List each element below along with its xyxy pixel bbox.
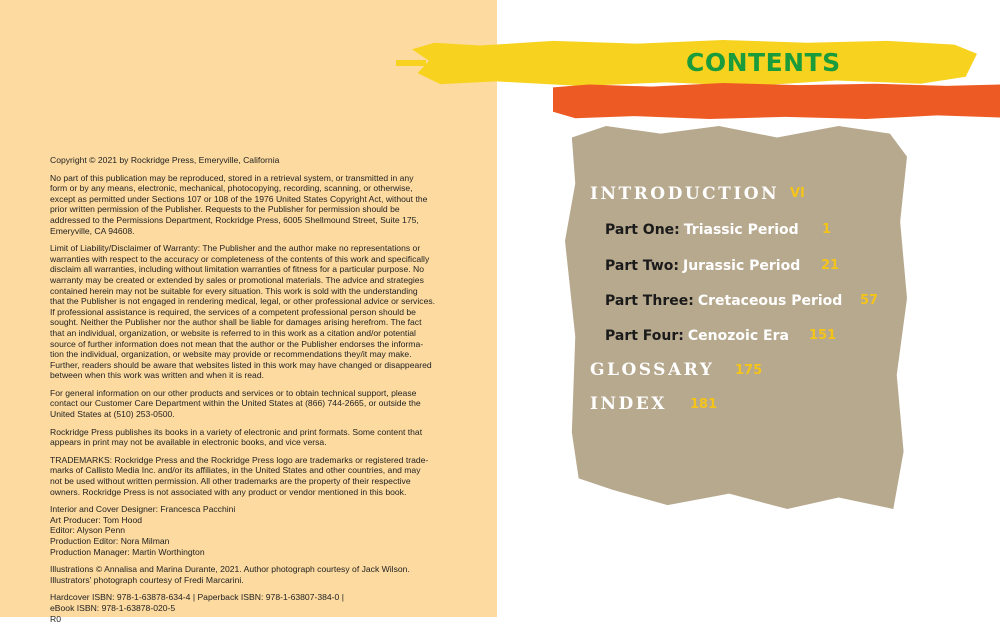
toc-part-title: Jurassic Period [682, 258, 801, 274]
text-line: Illustrators' photograph courtesy of Fredi Marcarini. [50, 574, 244, 585]
toc-entry-label: INTRODUCTION [590, 184, 780, 204]
text-line: Production Manager: Martin Worthington [50, 546, 205, 557]
toc-part-separator: : [674, 222, 680, 238]
toc-part-title: Cenozoic Era [687, 328, 789, 344]
toc-part-title: Triassic Period [683, 222, 799, 238]
copyright-paragraph [50, 564, 470, 585]
text-line: except as permitted under Sections 107 or 108 of the 1976 United States Copyright Act, without the [50, 193, 428, 204]
text-line: Hardcover ISBN: 978-1-63878-634-4 | Paperback ISBN: 978-1-63807-384-0 | [50, 592, 344, 603]
text-line: tion the individual, organization, or website may provide or recommendations they/it may make. [50, 349, 412, 360]
copyright-paragraph [50, 504, 470, 557]
toc-part-label: Part Three [605, 293, 689, 309]
text-line: Illustrations © Annalisa and Marina Durante, 2021. Author photograph courtesy of Jack Wilson. [50, 564, 410, 575]
toc-part-label: Part One [605, 222, 675, 238]
text-line: source of further information does not mean that the author or the Publisher endorses the informa- [50, 338, 424, 349]
copyright-paragraph [50, 427, 470, 448]
orange-brush-stroke [553, 83, 1000, 119]
text-line: sought. Neither the Publisher nor the author shall be liable for damages arising herefrom. The fact [50, 317, 422, 328]
toc-page-number: 181 [690, 397, 718, 412]
text-line: contact our Customer Care Department within the United States at (866) 744-2665, or outside the [50, 398, 421, 409]
text-line: warranty may be created or extended by sales or promotional materials. The advice and strategies [50, 274, 424, 285]
toc-part-separator: : [688, 293, 694, 309]
toc-page-number: 21 [821, 258, 840, 273]
copyright-paragraph [50, 173, 470, 237]
text-line: warranties with respect to the accuracy or completeness of the contents of this work and specifically [50, 253, 430, 264]
text-line: form or by any means, electronic, mechanical, photocopying, recording, scanning, or otherwise, [50, 183, 413, 194]
toc-entry-part-two[interactable] [605, 257, 840, 275]
copyright-page [0, 0, 497, 624]
text-line: If professional assistance is required, the services of a competent professional person should be [50, 306, 416, 317]
yellow-brush-stroke-trail [396, 60, 426, 66]
text-line: Interior and Cover Designer: Francesca Pacchini [50, 504, 236, 515]
text-line: eBook ISBN: 978-1-63878-020-5 [50, 602, 176, 613]
copyright-paragraph [50, 455, 470, 497]
text-line: disclaim all warranties, including without limitation warranties of fitness for a particular purpose. No [50, 264, 424, 275]
toc-page-number: 151 [809, 328, 837, 343]
text-line: appears in print may not be available in electronic books, and vice versa. [50, 437, 327, 448]
contents-title: CONTENTS [686, 48, 841, 77]
toc-entry-part-one[interactable] [605, 221, 832, 239]
toc-page-number: VI [790, 186, 805, 201]
toc-part-title: Cretaceous Period [697, 293, 843, 309]
text-line: Copyright © 2021 by Rockridge Press, Emeryville, California [50, 155, 280, 165]
toc-part-label: Part Two [605, 258, 674, 274]
toc-entry-label: GLOSSARY [590, 360, 715, 380]
text-line: Art Producer: Tom Hood [50, 514, 143, 525]
text-line: marks of Callisto Media Inc. and/or its affiliates, in the United States and other countries, and may [50, 465, 421, 476]
toc-part-separator: : [678, 328, 684, 344]
toc-page-number: 175 [735, 363, 763, 378]
text-line: R0 [50, 613, 61, 624]
toc-page-number: 1 [822, 222, 832, 237]
copyright-paragraph [50, 243, 470, 381]
text-line: TRADEMARKS: Rockridge Press and the Rockridge Press logo are trademarks or registered trade- [50, 454, 429, 465]
text-line: contained herein may not be suitable for every situation. This work is sold with the understanding [50, 285, 418, 296]
text-line: Further, readers should be aware that websites listed in this work may have changed or disappeared [50, 359, 432, 370]
toc-part-label: Part Four [605, 328, 679, 344]
copyright-text [50, 155, 470, 631]
toc-entry-part-three[interactable] [605, 292, 879, 310]
text-line: that the Publisher is not engaged in rendering medical, legal, or other professional advice or services. [50, 296, 436, 307]
toc-entry-index[interactable] [590, 394, 718, 414]
toc-entry-introduction[interactable] [590, 184, 805, 204]
text-line: between when this work was written and when it is read. [50, 370, 264, 381]
text-line: No part of this publication may be reproduced, stored in a retrieval system, or transmitted in any [50, 172, 414, 183]
text-line: Production Editor: Nora Milman [50, 536, 170, 546]
text-line: owners. Rockridge Press is not associated with any product or vendor mentioned in this book. [50, 486, 407, 497]
toc-page-number: 57 [860, 293, 879, 308]
copyright-paragraph [50, 155, 470, 166]
text-line: not be used without written permission. All other trademarks are the property of their respective [50, 476, 411, 487]
toc-entry-part-four[interactable] [605, 327, 837, 345]
copyright-paragraph [50, 592, 470, 624]
text-line: United States at (510) 253-0500. [50, 409, 175, 420]
text-line: addressed to the Permissions Department, Rockridge Press, 6005 Shellmound Street, Suite 175, [50, 214, 419, 225]
toc-entry-glossary[interactable] [590, 360, 763, 380]
text-line: prior written permission of the Publisher. Requests to the Publisher for permission should be [50, 204, 400, 215]
copyright-paragraph [50, 388, 470, 420]
text-line: that an individual, organization, or website is referred to in this work as a citation and/or potential [50, 327, 416, 338]
text-line: For general information on our other products and services or to obtain technical support, please [50, 387, 417, 398]
text-line: Limit of Liability/Disclaimer of Warranty: The Publisher and the author make no representations or [50, 243, 421, 254]
toc-entry-label: INDEX [590, 394, 667, 414]
text-line: Editor: Alyson Penn [50, 525, 126, 536]
text-line: Rockridge Press publishes its books in a variety of electronic and print formats. Some content that [50, 426, 423, 437]
text-line: Emeryville, CA 94608. [50, 225, 135, 236]
toc-part-separator: : [673, 258, 679, 274]
